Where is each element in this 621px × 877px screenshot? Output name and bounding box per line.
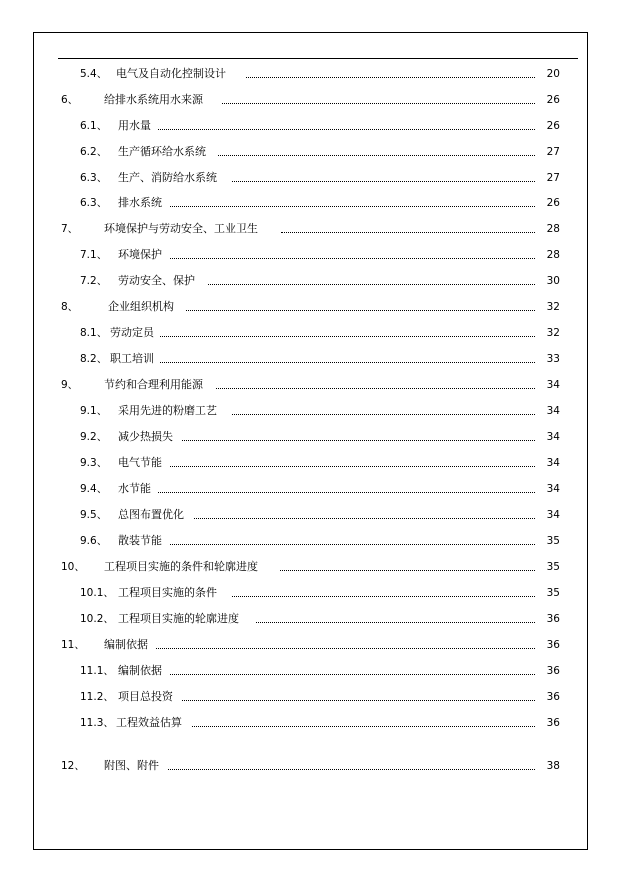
toc-entry-number: 9、	[61, 379, 79, 391]
toc-entry[interactable]	[0, 170, 621, 186]
toc-entry-number: 6、	[61, 94, 79, 106]
toc-entry-title: 给排水系统用水来源	[104, 93, 203, 106]
toc-entry-page: 38	[546, 760, 560, 772]
toc-leader	[158, 492, 535, 493]
toc-entry-page: 35	[546, 561, 560, 573]
toc-entry[interactable]	[0, 221, 621, 237]
toc-entry[interactable]	[0, 507, 621, 523]
toc-leader	[158, 129, 535, 130]
toc-entry-title: 附图、附件	[104, 759, 159, 772]
toc-leader	[232, 596, 535, 597]
toc-entry-page: 20	[546, 68, 560, 80]
toc-leader	[168, 769, 535, 770]
toc-entry-page: 26	[546, 120, 560, 132]
toc-entry-page: 36	[546, 639, 560, 651]
toc-entry-title: 编制依据	[118, 664, 162, 677]
toc-entry-number: 8.1、	[80, 327, 108, 339]
toc-entry-number: 10、	[61, 561, 85, 573]
toc-entry[interactable]	[0, 273, 621, 289]
toc-entry-number: 11.3、	[80, 717, 114, 729]
toc-leader	[160, 362, 535, 363]
toc-entry[interactable]	[0, 299, 621, 315]
toc-entry-title: 环境保护与劳动安全、工业卫生	[104, 222, 258, 235]
toc-leader	[232, 181, 535, 182]
toc-entry[interactable]	[0, 325, 621, 341]
toc-entry-title: 生产、消防给水系统	[118, 171, 217, 184]
toc-entry-number: 11.2、	[80, 691, 114, 703]
toc-entry[interactable]	[0, 195, 621, 211]
toc-entry-number: 6.1、	[80, 120, 108, 132]
toc-entry[interactable]	[0, 377, 621, 393]
toc-entry[interactable]	[0, 689, 621, 705]
toc-leader	[170, 674, 535, 675]
toc-entry-title: 水节能	[118, 482, 151, 495]
toc-leader	[246, 77, 535, 78]
toc-entry-page: 30	[546, 275, 560, 287]
toc-entry-title: 项目总投资	[118, 690, 173, 703]
toc-entry-number: 6.3、	[80, 172, 108, 184]
toc-entry-page: 34	[546, 431, 560, 443]
toc-entry[interactable]	[0, 429, 621, 445]
toc-entry-page: 28	[546, 223, 560, 235]
toc-entry-title: 节约和合理利用能源	[104, 378, 203, 391]
toc-entry-title: 采用先进的粉磨工艺	[118, 404, 217, 417]
toc-entry-page: 36	[546, 717, 560, 729]
toc-entry-number: 11.1、	[80, 665, 114, 677]
toc-leader	[170, 466, 535, 467]
toc-entry-title: 电气及自动化控制设计	[116, 67, 226, 80]
toc-leader	[222, 103, 535, 104]
toc-leader	[186, 310, 535, 311]
toc-entry[interactable]	[0, 92, 621, 108]
toc-entry-page: 32	[546, 327, 560, 339]
toc-entry-page: 26	[546, 197, 560, 209]
toc-entry-page: 34	[546, 379, 560, 391]
toc-entry[interactable]	[0, 758, 621, 774]
toc-entry[interactable]	[0, 533, 621, 549]
toc-entry[interactable]	[0, 611, 621, 627]
toc-entry-title: 减少热损失	[118, 430, 173, 443]
toc-entry-page: 35	[546, 587, 560, 599]
toc-entry[interactable]	[0, 585, 621, 601]
toc-leader	[160, 336, 535, 337]
toc-entry-page: 32	[546, 301, 560, 313]
toc-entry-number: 12、	[61, 760, 85, 772]
toc-entry-number: 9.4、	[80, 483, 108, 495]
toc-leader	[280, 570, 535, 571]
toc-leader	[182, 440, 535, 441]
toc-entry-page: 28	[546, 249, 560, 261]
toc-entry-page: 27	[546, 172, 560, 184]
toc-entry[interactable]	[0, 637, 621, 653]
toc-entry-page: 35	[546, 535, 560, 547]
toc-leader	[256, 622, 535, 623]
toc-entry[interactable]	[0, 144, 621, 160]
toc-entry[interactable]	[0, 559, 621, 575]
toc-entry-number: 11、	[61, 639, 85, 651]
toc-entry-title: 劳动定员	[110, 326, 154, 339]
toc-entry-number: 10.2、	[80, 613, 114, 625]
toc-entry-number: 9.6、	[80, 535, 108, 547]
toc-entry-number: 9.1、	[80, 405, 108, 417]
toc-entry-title: 职工培训	[110, 352, 154, 365]
toc-entry-title: 劳动安全、保护	[118, 274, 195, 287]
toc-leader	[170, 544, 535, 545]
toc-leader	[208, 284, 535, 285]
toc-entry-page: 27	[546, 146, 560, 158]
header-rule	[58, 58, 578, 59]
toc-leader	[182, 700, 535, 701]
toc-entry-page: 34	[546, 509, 560, 521]
toc-entry[interactable]	[0, 247, 621, 263]
toc-entry[interactable]	[0, 715, 621, 731]
toc-entry-title: 工程效益估算	[116, 716, 182, 729]
toc-entry-title: 散装节能	[118, 534, 162, 547]
toc-entry[interactable]	[0, 66, 621, 82]
toc-entry[interactable]	[0, 481, 621, 497]
toc-entry-title: 企业组织机构	[108, 300, 174, 313]
toc-entry-title: 生产循环给水系统	[118, 145, 206, 158]
toc-entry[interactable]	[0, 118, 621, 134]
toc-entry-title: 工程项目实施的轮廓进度	[118, 612, 239, 625]
toc-entry-title: 环境保护	[118, 248, 162, 261]
toc-leader	[232, 414, 535, 415]
toc-entry-title: 编制依据	[104, 638, 148, 651]
toc-leader	[170, 206, 535, 207]
toc-entry-number: 9.3、	[80, 457, 108, 469]
toc-leader	[216, 388, 535, 389]
toc-entry-number: 8、	[61, 301, 79, 313]
toc-entry-number: 7.1、	[80, 249, 108, 261]
toc-entry-number: 8.2、	[80, 353, 108, 365]
toc-entry-page: 34	[546, 405, 560, 417]
toc-entry-number: 5.4、	[80, 68, 108, 80]
toc-entry-title: 工程项目实施的条件	[118, 586, 217, 599]
toc-entry-number: 7.2、	[80, 275, 108, 287]
toc-entry-title: 用水量	[118, 119, 151, 132]
toc-entry-number: 6.3、	[80, 197, 108, 209]
toc-entry-page: 36	[546, 665, 560, 677]
toc-entry-page: 33	[546, 353, 560, 365]
toc-entry-number: 9.2、	[80, 431, 108, 443]
toc-entry-number: 6.2、	[80, 146, 108, 158]
toc-entry[interactable]	[0, 403, 621, 419]
toc-leader	[192, 726, 535, 727]
toc-entry-number: 7、	[61, 223, 79, 235]
toc-entry-page: 26	[546, 94, 560, 106]
toc-entry-page: 34	[546, 457, 560, 469]
toc-leader	[281, 232, 535, 233]
toc-entry[interactable]	[0, 663, 621, 679]
toc-leader	[170, 258, 535, 259]
toc-entry-title: 总图布置优化	[118, 508, 184, 521]
toc-entry-page: 34	[546, 483, 560, 495]
toc-entry-page: 36	[546, 691, 560, 703]
toc-entry-title: 排水系统	[118, 196, 162, 209]
toc-leader	[218, 155, 535, 156]
toc-leader	[156, 648, 535, 649]
toc-entry[interactable]	[0, 351, 621, 367]
toc-entry-number: 9.5、	[80, 509, 108, 521]
toc-entry-page: 36	[546, 613, 560, 625]
toc-entry[interactable]	[0, 455, 621, 471]
toc-entry-number: 10.1、	[80, 587, 114, 599]
toc-entry-title: 工程项目实施的条件和轮廓进度	[104, 560, 258, 573]
toc-entry-title: 电气节能	[118, 456, 162, 469]
toc-leader	[194, 518, 535, 519]
